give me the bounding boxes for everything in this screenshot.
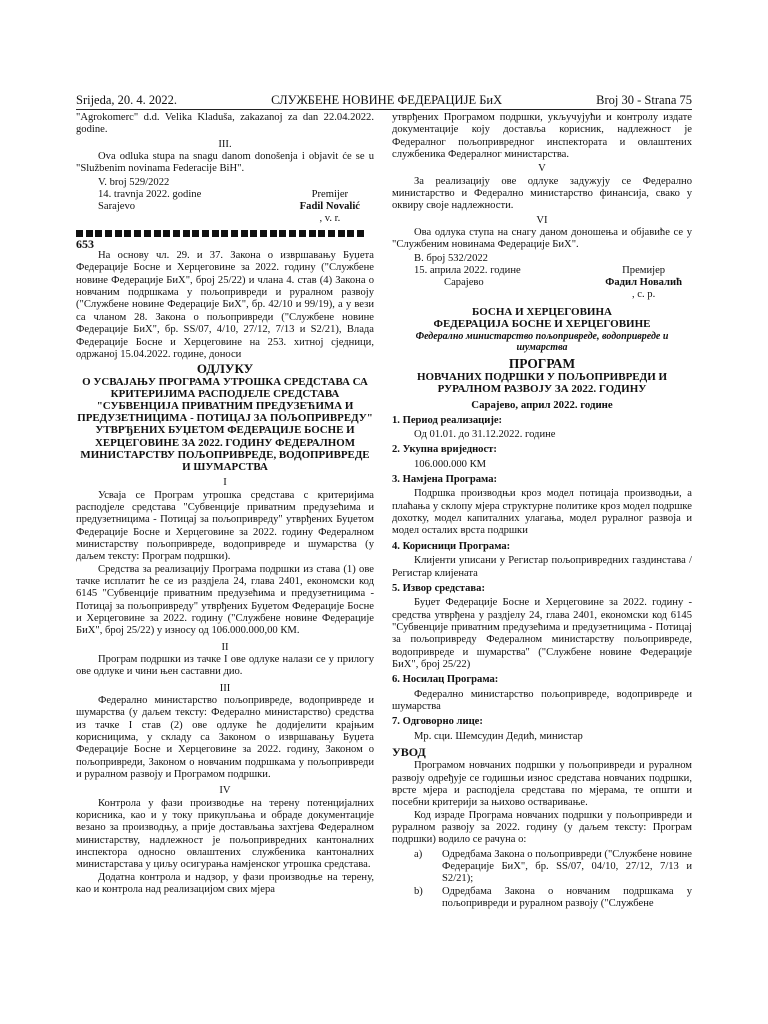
- org-federation: ФЕДЕРАЦИЈА БОСНЕ И ХЕРЦЕГОВИНЕ: [433, 318, 651, 331]
- program-subtitle: НОВЧАНИХ ПОДРШКИ У ПОЉОПРИВРЕДИ И РУРАЛНОМ РАЗВОЈУ ЗА 2022. ГОДИНУ: [416, 370, 668, 395]
- item-heading: 5. Извор средстава:: [392, 582, 485, 594]
- signatory-suffix: , v. r.: [319, 213, 341, 225]
- separator-square: [289, 230, 296, 237]
- paragraph: Програмом новчаних подршки у пољопривреди и руралном развоју одређује се годишњи износ средстава новчаних подршки, врсте мјера и расподјела средстава по мјерама, те општи и посебни критерији за њихово остваривање.: [392, 760, 692, 809]
- separator-square: [250, 230, 257, 237]
- header-page-number: Broj 30 - Strana 75: [596, 93, 692, 107]
- program-item: [392, 583, 692, 671]
- separator-square: [105, 230, 112, 237]
- separator-square: [95, 230, 102, 237]
- continuation-text: утврђених Програмом подршки, укључујући и контролу издате документације коју доставља корисник, надлежност је Федералног пољопривредног инспектората и овлаштених службеника Федералног министарства.: [392, 112, 692, 161]
- program-item: [392, 541, 692, 580]
- section-number: III.: [218, 138, 232, 150]
- separator-square: [270, 230, 277, 237]
- separator-square: [154, 230, 161, 237]
- section-number: II: [221, 641, 229, 653]
- signature-block: [76, 177, 374, 226]
- paragraph: Додатна контрола и надзор, у фази производње на терену, као и контрола над реализацијом свих мјера: [76, 871, 374, 896]
- decision-date: 14. travnja 2022. godine: [98, 189, 202, 201]
- separator-square: [221, 230, 228, 237]
- section-number: V: [538, 163, 546, 175]
- continuation-text: "Agrokomerc" d.d. Velika Kladuša, zakazanoj za dan 22.04.2022. godine.: [76, 112, 374, 136]
- separator-square: [115, 230, 122, 237]
- separator-square: [134, 230, 141, 237]
- separator-square: [144, 230, 151, 237]
- separator-square: [202, 230, 209, 237]
- item-body: Мр. сци. Шемсудин Дедић, министар: [414, 730, 583, 742]
- separator-square: [260, 230, 267, 237]
- paragraph: Ova odluka stupa na snagu danom donošenja i objavit će se u "Službenim novinama Federacije BiH".: [76, 151, 374, 175]
- page-header: [76, 92, 692, 108]
- program-date: Сарајево, април 2022. године: [471, 399, 613, 412]
- decision-place: Sarajevo: [98, 201, 136, 213]
- paragraph: Ова одлука ступа на снагу даном доношења и објавиће се у "Службеним новинама Федерације БиХ".: [392, 227, 692, 251]
- paragraph: Средства за реализацију Програма подршки из става (1) ове тачке исплатит ће се из раздјела 24, глава 2401, економски код 6145 "Субвенције приватним предузећима и предузетницима - Потицај за пољопривреду" утврђених Буџетом Федерације Босне и Херцеговине за 2022. годину ("Службене новине Федерације БиХ", број 25/22) у износу од 106.000.000,00 КМ.: [76, 563, 374, 637]
- item-heading: 3. Намјена Програма:: [392, 474, 498, 486]
- separator-square: [173, 230, 180, 237]
- preamble: На основу чл. 29. и 37. Закона о извршавању Буџета Федерације Босне и Херцеговине за 2022. годину ("Службене новине Федерације БиХ", број 25/22) и члана 4. став (4) Закона о новчаним подршкама у пољопривреди и руралном развоју ("Службене новине Федерације БиХ", бр. 42/10 и 99/19), а у вези са чланом 28. Закона о пољопривреди ("Службене новине Федерације БиХ", бр. SS/07, 4/10, 27/12, 7/13 и S2/21), Влада Федерације Босне и Херцеговине на 253. хитној сједници, одржаној 15.04.2022. године, доноси: [76, 250, 374, 360]
- paragraph: Код израде Програма новчаних подршки у пољопривреди и руралном развоју за 2022. годину (у даљем тексту: Програм подршки) водило се рачуна о:: [392, 809, 692, 846]
- item-body: 106.000.000 КМ: [414, 458, 487, 470]
- program-item: [392, 474, 692, 538]
- header-publication: СЛУЖБЕНЕ НОВИНЕ ФЕДЕРАЦИЈЕ БиХ: [271, 93, 503, 107]
- list-label: a): [414, 848, 423, 860]
- separator-square: [338, 230, 345, 237]
- program-item: [392, 444, 692, 471]
- section-number: I: [223, 477, 227, 489]
- list-text: Одредбама Закона о пољопривреди ("Службене новине Федерације БиХ", бр. SS/07, 04/10, 27/12, 7/13 и S2/21);: [442, 848, 692, 885]
- separator-square: [86, 230, 93, 237]
- paragraph: За реализацију ове одлуке задужују се Федерално министарство и Федерално министарство финансија, свако у оквиру своје надлежности.: [392, 175, 692, 212]
- paragraph: Усваја се Програм утрошка средстава с критеријима расподјеле средстава "Субвенције приватним предузећима и предузетницима - Потицај за пољопривреду" утврђених Буџетом Федерације Босне и Херцеговине за 2022. годину Федералном министарству пољопривреде, водопривреде и шумарства (у даљем тексту: Програм подршки).: [76, 489, 374, 563]
- decision-date: 15. априла 2022. године: [414, 265, 521, 277]
- item-body: Буџет Федерације Босне и Херцеговине за 2022. годину - средства утврђена у раздјелу 24, глава 2401, економски код 6145 "Субвенције приватним предузећима и предузетницима - Потицај за пољопривреду Федералном министарству пољопривреде, водопривреде и шумарства" ("Службене новине Федерације БиХ", број 25/22): [392, 597, 692, 670]
- program-item: [392, 415, 692, 442]
- section-number: III: [219, 682, 231, 694]
- separator-square: [76, 230, 83, 237]
- header-date: Srijeda, 20. 4. 2022.: [76, 93, 178, 107]
- left-column: [76, 112, 374, 897]
- separator-square: [299, 230, 306, 237]
- introduction-heading: УВОД: [392, 744, 426, 759]
- header-divider: [76, 109, 692, 110]
- separator-square: [183, 230, 190, 237]
- item-heading: 6. Носилац Програма:: [392, 674, 499, 686]
- program-title: ПРОГРАМ: [508, 356, 576, 372]
- separator-square: [328, 230, 335, 237]
- item-heading: 2. Укупна вриједност:: [392, 444, 497, 456]
- decision-title: ОДЛУКУ: [196, 361, 254, 377]
- signatory-name: Fadil Novalić: [299, 201, 360, 213]
- document-number: 653: [76, 236, 94, 251]
- program-item: [392, 674, 692, 713]
- decision-number: В. број 532/2022: [414, 252, 488, 264]
- separator-square: [318, 230, 325, 237]
- item-body: Од 01.01. до 31.12.2022. године: [414, 429, 556, 441]
- item-heading: 1. Период реализације:: [392, 414, 503, 426]
- decision-subtitle: О УСВАЈАЊУ ПРОГРАМА УТРОШКА СРЕДСТАВА СА КРИТЕРИЈИМА РАСПОДЈЕЛЕ СРЕДСТАВА "СУБВЕНЦИЈА ПРИВАТНИМ ПРЕДУЗЕЋИМА И ПРЕДУЗЕТНИЦИМА - ПОТИЦАЈ ЗА ПОЉОПРИВРЕДУ" УТВРЂЕНИХ БУЏЕТОМ ФЕДЕРАЦИЈЕ БОСНЕ И ХЕРЦЕГОВИНЕ ЗА 2022. ГОДИНУ ФЕДЕРАЛНОМ МИНИСТАРСТВУ ПОЉОПРИВРЕДЕ, ВОДОПРИВРЕДЕ И ШУМАРСТВА: [77, 375, 373, 473]
- program-item: [392, 716, 692, 743]
- paragraph: Програм подршки из тачке I ове одлуке налази се у прилогу ове одлуке и чини њен саставни дио.: [76, 653, 374, 678]
- separator-square: [357, 230, 364, 237]
- item-body: Федерално министарство пољопривреде, водопривреде и шумарства: [392, 688, 692, 712]
- separator-square: [212, 230, 219, 237]
- signatory-name: Фадил Новалић: [605, 277, 682, 289]
- decision-place: Сарајево: [444, 277, 484, 289]
- decision-number: V. broj 529/2022: [98, 176, 170, 188]
- separator-square: [309, 230, 316, 237]
- paragraph: Федерално министарство пољопривреде, водопривреде и шумарства (у даљем тексту: Федерално министарство) средства из тачке I став (2) ове одлуке ће додијелити крајњим корисницима, у складу са Законом о извршавању Буџета Федерације Босне и Херцеговине за 2022. годину, Законом о пољопривреди, Законом о новчаним подршкама у пољопривреди и руралном развоју и Програмом подршки.: [76, 695, 374, 781]
- separator-square: [192, 230, 199, 237]
- list-item: [392, 886, 692, 911]
- list-item: [392, 849, 692, 886]
- item-heading: 4. Корисници Програма:: [392, 540, 511, 552]
- list-text: Одредбама Закона о новчаним подршкама у пољопривреди и руралном развоју ("Службене: [442, 885, 692, 910]
- signatory-role: Премијер: [622, 264, 666, 276]
- org-country: БОСНА И ХЕРЦЕГОВИНА: [472, 305, 612, 318]
- separator-square: [231, 230, 238, 237]
- signatory-suffix: , с. р.: [631, 289, 656, 301]
- item-body: Подршка производњи кроз модел потицаја производњи, а плаћања у склопу мјера структурне политике кроз модел подршке дохотку, модел капиталних улагања, модел руралног развоја и модел осталих врста подршки: [392, 488, 692, 537]
- org-ministry: Федерално министарство пољопривреде, водопривреде и шумарства: [415, 330, 669, 354]
- section-number: VI: [536, 214, 548, 226]
- signature-block: [392, 253, 692, 302]
- signatory-role: Premijer: [311, 188, 349, 200]
- separator-square: [124, 230, 131, 237]
- section-number: IV: [219, 785, 231, 797]
- separator-square: [347, 230, 354, 237]
- right-column: [392, 112, 692, 910]
- separator-squares: [76, 230, 374, 237]
- item-heading: 7. Одговорно лице:: [392, 716, 483, 728]
- paragraph: Контрола у фази производње на терену потенцијалних корисника, као и у току прикупљања и обраде документације везано за производњу, а прије достављања захтјева Федералном министарству, надлежност је пољопривредних кантоналних инспектора односно овлаштених службеника кантоналних министарстава у циљу осигурања намјенског утрошка средстава.: [76, 797, 374, 871]
- item-body: Клијенти уписани у Регистар пољопривредних газдинстава /Регистар клијената: [392, 555, 692, 579]
- list-label: b): [414, 885, 423, 897]
- separator-square: [279, 230, 286, 237]
- separator-square: [241, 230, 248, 237]
- separator-square: [163, 230, 170, 237]
